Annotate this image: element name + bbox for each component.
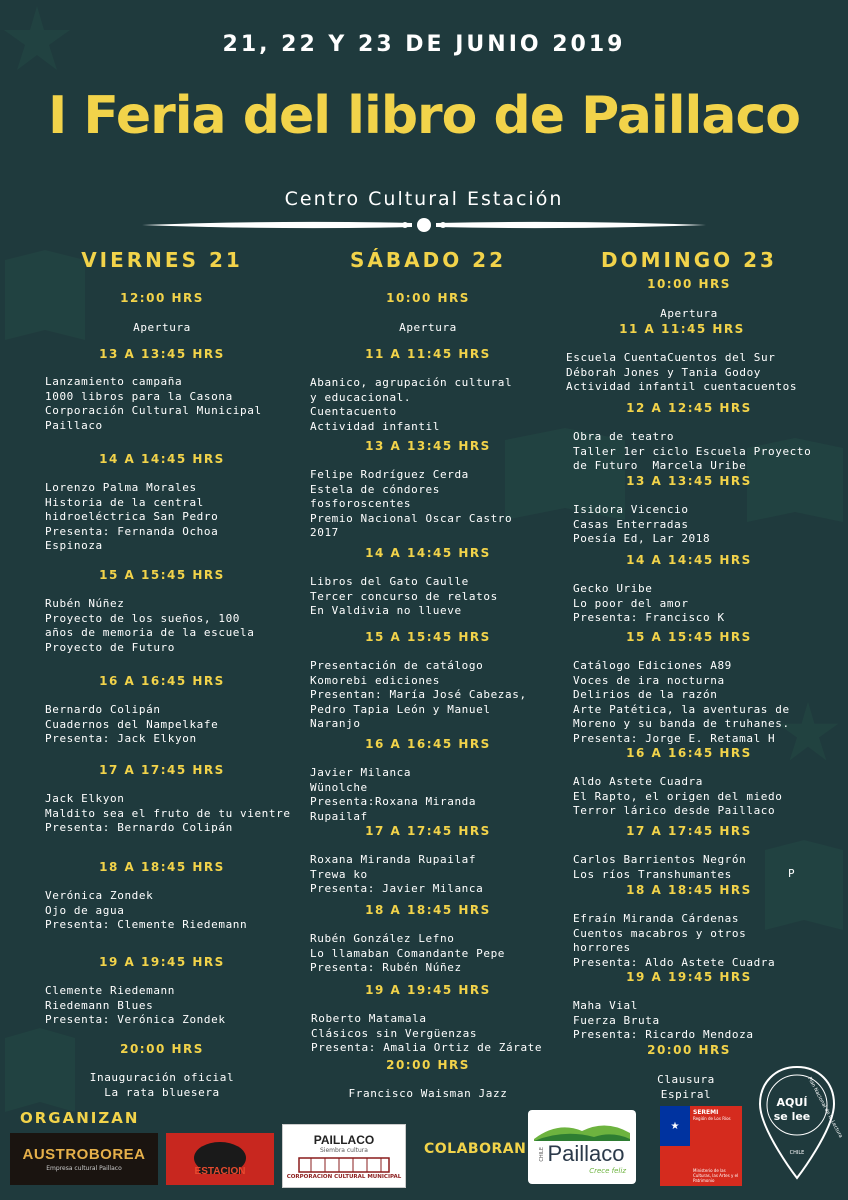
logo-austroborea — [10, 1133, 158, 1185]
slot-time: 18 A 18:45 HRS — [99, 860, 225, 874]
page-title: I Feria del libro de Paillaco — [47, 86, 801, 146]
slot-body: Lanzamiento campaña 1000 libros para la Casona Corporación Cultural Municipal Paillaco — [45, 375, 262, 432]
slot-body: Rubén González Lefno Lo llamaban Comandante Pepe Presenta: Rubén Núñez — [310, 932, 506, 974]
ornamental-divider — [142, 214, 706, 236]
slot-body: Escuela CuentaCuentos del Sur Déborah Jones y Tania Godoy Actividad infantil cuentacuentos — [566, 351, 798, 393]
slot-body: Carlos Barrientos Negrón Los ríos Transhumantes — [573, 853, 747, 881]
slot-body: Roberto Matamala Clásicos sin Vergüenzas Presenta: Amalia Ortiz de Zárate — [311, 1012, 543, 1054]
logo-austroborea-name: AUSTROBOREA — [22, 1146, 146, 1163]
slot-body: Gecko Uribe Lo poor del amor Presenta: Francisco K — [573, 582, 725, 624]
building-icon — [289, 1154, 399, 1174]
logo-austroborea-sub: Empresa cultural Paillaco — [46, 1165, 122, 1172]
slot-time: 14 A 14:45 HRS — [99, 452, 225, 466]
slot-time: 15 A 15:45 HRS — [99, 568, 225, 582]
slot-body: Felipe Rodríguez Cerda Estela de cóndores fosforoscentes Premio Nacional Oscar Castro 2017 — [310, 468, 513, 539]
colaboran-label: COLABORAN — [424, 1141, 527, 1157]
slot-time: 12:00 HRS — [120, 291, 204, 305]
event-dates: 21, 22 Y 23 DE JUNIO 2019 — [222, 32, 626, 57]
slot-time: 20:00 HRS — [386, 1058, 470, 1072]
slot-time: 16 A 16:45 HRS — [365, 737, 491, 751]
slot-body: Apertura — [133, 321, 191, 334]
slot-time: 18 A 18:45 HRS — [626, 883, 752, 897]
organizan-label: ORGANIZAN — [20, 1109, 140, 1127]
slot-time: 15 A 15:45 HRS — [365, 630, 491, 644]
pin-line1: AQUÍ — [776, 1096, 808, 1109]
aqui-se-lee-pin-icon — [756, 1064, 844, 1182]
slot-time: 11 A 11:45 HRS — [365, 347, 491, 361]
slot-body: Bernardo Colipán Cuadernos del Nampelkafe Presenta: Jack Elkyon — [45, 703, 219, 745]
day-heading-domingo: DOMINGO 23 — [601, 248, 777, 272]
logo-seremi-title: SEREMI — [693, 1109, 719, 1116]
slot-time: 17 A 17:45 HRS — [365, 824, 491, 838]
slot-time: 19 A 19:45 HRS — [626, 970, 752, 984]
hills-icon — [534, 1119, 630, 1141]
slot-body: Clemente Riedemann Riedemann Blues Presenta: Verónica Zondek — [45, 984, 226, 1026]
slot-body: Jack Elkyon Maldito sea el fruto de tu vientre Presenta: Bernardo Colipán — [45, 792, 291, 834]
logo-muni-name: Paillaco — [547, 1141, 625, 1166]
slot-time: 10:00 HRS — [647, 277, 731, 291]
slot-body: Rubén Núñez Proyecto de los sueños, 100 años de memoria de la escuela Proyecto de Futuro — [45, 597, 255, 654]
slot-time: 20:00 HRS — [120, 1042, 204, 1056]
logo-seremi-sub: Región de Los Ríos — [693, 1116, 731, 1121]
slot-time: 19 A 19:45 HRS — [365, 983, 491, 997]
slot-body: Clausura Espiral — [657, 1073, 715, 1101]
logo-seremi-ministry: Ministerio de las Culturas, las Artes y el Patrimonio — [693, 1168, 739, 1183]
slot-time: 15 A 15:45 HRS — [626, 630, 752, 644]
logo-estacion — [166, 1133, 274, 1185]
slot-time: 13 A 13:45 HRS — [626, 474, 752, 488]
slot-body: Javier Milanca Wünolche Presenta:Roxana Miranda Rupailaf — [310, 766, 477, 823]
slot-time: 13 A 13:45 HRS — [99, 347, 225, 361]
slot-time: 14 A 14:45 HRS — [626, 553, 752, 567]
logo-corporacion-cultural — [282, 1124, 406, 1188]
slot-time: 12 A 12:45 HRS — [626, 401, 752, 415]
slot-time: 16 A 16:45 HRS — [99, 674, 225, 688]
slot-time: 20:00 HRS — [647, 1043, 731, 1057]
slot-time: 16 A 16:45 HRS — [626, 746, 752, 760]
slot-body: Catálogo Ediciones A89 Voces de ira nocturna Delirios de la razón Arte Patética, la aventuras de Moreno y su banda de truhanes. Presenta: Jorge E. Retamal H — [573, 659, 790, 745]
logo-estacion-mark — [185, 1136, 255, 1182]
venue-name: Centro Cultural Estación — [284, 188, 564, 210]
logo-municipalidad-paillaco — [528, 1110, 636, 1184]
slot-body: Isidora Vicencio Casas Enterradas Poesía Ed, Lar 2018 — [573, 503, 711, 545]
pin-line2: se lee — [773, 1110, 811, 1123]
day-heading-viernes: VIERNES 21 — [81, 248, 243, 272]
slot-time: 11 A 11:45 HRS — [619, 322, 745, 336]
slot-body: Lorenzo Palma Morales Historia de la central hidroeléctrica San Pedro Presenta: Fernanda Ochoa Espinoza — [45, 481, 219, 552]
slot-body: Efraín Miranda Cárdenas Cuentos macabros y otros horrores Presenta: Aldo Astete Cuadra — [573, 912, 776, 969]
slot-time: 13 A 13:45 HRS — [365, 439, 491, 453]
slot-time: 17 A 17:45 HRS — [99, 763, 225, 777]
slot-time: 14 A 14:45 HRS — [365, 546, 491, 560]
slot-time: 10:00 HRS — [386, 291, 470, 305]
logo-muni-side: CHILE — [539, 1146, 546, 1162]
logo-corp-bottom: CORPORACION CULTURAL MUNICIPAL — [286, 1173, 402, 1180]
slot-body: Inauguración oficial La rata bluesera — [89, 1071, 235, 1099]
logo-seremi — [660, 1106, 742, 1186]
chile-flag-icon: ★ — [660, 1106, 690, 1186]
slot-body: Abanico, agrupación cultural y educacional. Cuentacuento Actividad infantil — [310, 376, 513, 433]
slot-body: Roxana Miranda Rupailaf Trewa ko Presenta: Javier Milanca — [310, 853, 484, 895]
pin-arc-text: Plan Nacional de la Lectura — [806, 1076, 844, 1140]
book-decoration-icon — [0, 1020, 80, 1120]
logo-corp-title: PAILLACO — [313, 1132, 375, 1147]
slot-time: 17 A 17:45 HRS — [626, 824, 752, 838]
day-heading-sabado: SÁBADO 22 — [349, 248, 506, 272]
slot-body: Apertura — [660, 307, 718, 320]
slot-body: Presentación de catálogo Komorebi ediciones Presentan: María José Cabezas, Pedro Tapia León y Manuel Naranjo — [310, 659, 527, 730]
logo-estacion-name: ESTACION — [194, 1166, 246, 1177]
logo-muni-tag: Crece feliz — [589, 1167, 626, 1175]
stray-mark: P — [788, 867, 796, 880]
slot-time: 18 A 18:45 HRS — [365, 903, 491, 917]
slot-body: Maha Vial Fuerza Bruta Presenta: Ricardo Mendoza — [573, 999, 754, 1041]
slot-body: Obra de teatro Taller 1er ciclo Escuela Proyecto de Futuro Marcela Uribe — [573, 430, 812, 472]
slot-time: 19 A 19:45 HRS — [99, 955, 225, 969]
slot-body: Francisco Waisman Jazz — [348, 1087, 508, 1100]
pin-country: CHILE — [789, 1150, 805, 1156]
slot-body: Libros del Gato Caulle Tercer concurso de relatos En Valdivia no llueve — [310, 575, 498, 617]
slot-body: Apertura — [399, 321, 457, 334]
logo-corp-sub: Siembra cultura — [320, 1146, 368, 1154]
slot-body: Verónica Zondek Ojo de agua Presenta: Clemente Riedemann — [45, 889, 248, 931]
slot-body: Aldo Astete Cuadra El Rapto, el origen del miedo Terror lárico desde Paillaco — [573, 775, 783, 817]
